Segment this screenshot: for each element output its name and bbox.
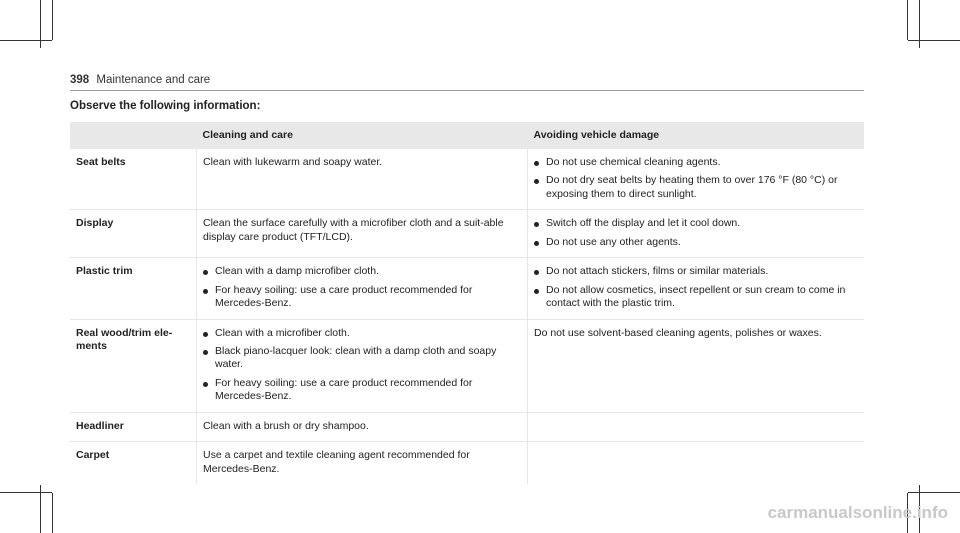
cleaning-cell: [197, 210, 528, 258]
row-label: Headliner: [70, 412, 197, 441]
crop-mark: [908, 40, 960, 41]
row-label: Seat belts: [70, 149, 197, 210]
column-header: Avoiding vehicle damage: [528, 122, 865, 149]
crop-mark: [0, 40, 52, 41]
crop-mark: [907, 0, 908, 40]
list-item: Black piano-lacquer look: clean with a damp cloth and soapy water.: [203, 345, 521, 372]
list-item: Do not attach stickers, films or similar materials.: [534, 265, 858, 278]
damage-cell: [528, 412, 865, 441]
row-label: Carpet: [76, 449, 110, 462]
cleaning-cell: [197, 149, 528, 210]
cleaning-cell: [197, 442, 528, 484]
intro-heading: Observe the following information:: [70, 100, 261, 112]
list-item: Do not use any other agents.: [534, 236, 858, 249]
watermark: carmanualsonline.info: [767, 503, 948, 522]
crop-mark: [52, 493, 53, 533]
table-row: [70, 442, 864, 484]
list-item: Switch off the display and let it cool down.: [534, 217, 858, 230]
table-header-row: [70, 122, 864, 149]
bullet-list: [534, 265, 858, 310]
column-header: Cleaning and care: [197, 122, 528, 149]
cleaning-cell: [197, 258, 528, 319]
damage-cell: [528, 258, 865, 319]
table-row: [70, 258, 864, 319]
bullet-list: [534, 217, 858, 249]
list-item: Do not use chemical cleaning agents.: [534, 156, 858, 169]
damage-cell: [528, 319, 865, 412]
table-body: [70, 149, 864, 484]
cell-text: Clean with a brush or dry shampoo.: [203, 419, 369, 432]
crop-mark: [0, 492, 52, 493]
table-row: [70, 412, 864, 441]
cleaning-cell: [197, 412, 528, 441]
cleaning-cell: [197, 319, 528, 412]
row-label: Real wood/trim ele-ments: [70, 319, 197, 412]
cell-text: Clean the surface carefully with a microfiber cloth and a suit-able display care product (TFT/LCD).: [203, 217, 504, 243]
table-row: [70, 149, 864, 210]
bullet-list: [203, 265, 521, 310]
list-item: Do not dry seat belts by heating them to over 176 °F (80 °C) or exposing them to direct sunlight.: [534, 174, 858, 201]
list-item: For heavy soiling: use a care product recommended for Mercedes-Benz.: [203, 284, 521, 311]
page-number: 398: [70, 74, 90, 86]
damage-cell: [528, 210, 865, 258]
damage-cell: [528, 442, 865, 484]
list-item: For heavy soiling: use a care product recommended for Mercedes-Benz.: [203, 377, 521, 404]
crop-mark: [908, 492, 960, 493]
page-header: [70, 74, 210, 86]
cell-text: Do not use solvent-based cleaning agents, polishes or waxes.: [534, 326, 822, 339]
list-item: Do not allow cosmetics, insect repellent or sun cream to come in contact with the plastic trim.: [534, 284, 858, 311]
column-header: [70, 122, 197, 149]
cell-text: Use a carpet and textile cleaning agent recommended for Mercedes-Benz.: [203, 449, 470, 475]
table-row: [70, 210, 864, 258]
list-item: Clean with a microfiber cloth.: [203, 327, 521, 340]
list-item: Clean with a damp microfiber cloth.: [203, 265, 521, 278]
section-title: Maintenance and care: [96, 74, 211, 86]
table-row: [70, 319, 864, 412]
cell-text: Clean with lukewarm and soapy water.: [203, 156, 383, 168]
damage-cell: [528, 149, 865, 210]
bullet-list: [534, 156, 858, 201]
row-label: Display: [70, 210, 197, 258]
crop-mark: [52, 0, 53, 40]
header-divider: [70, 90, 864, 91]
care-table: [70, 122, 864, 484]
row-label: Plastic trim: [70, 258, 197, 319]
bullet-list: [203, 327, 521, 404]
